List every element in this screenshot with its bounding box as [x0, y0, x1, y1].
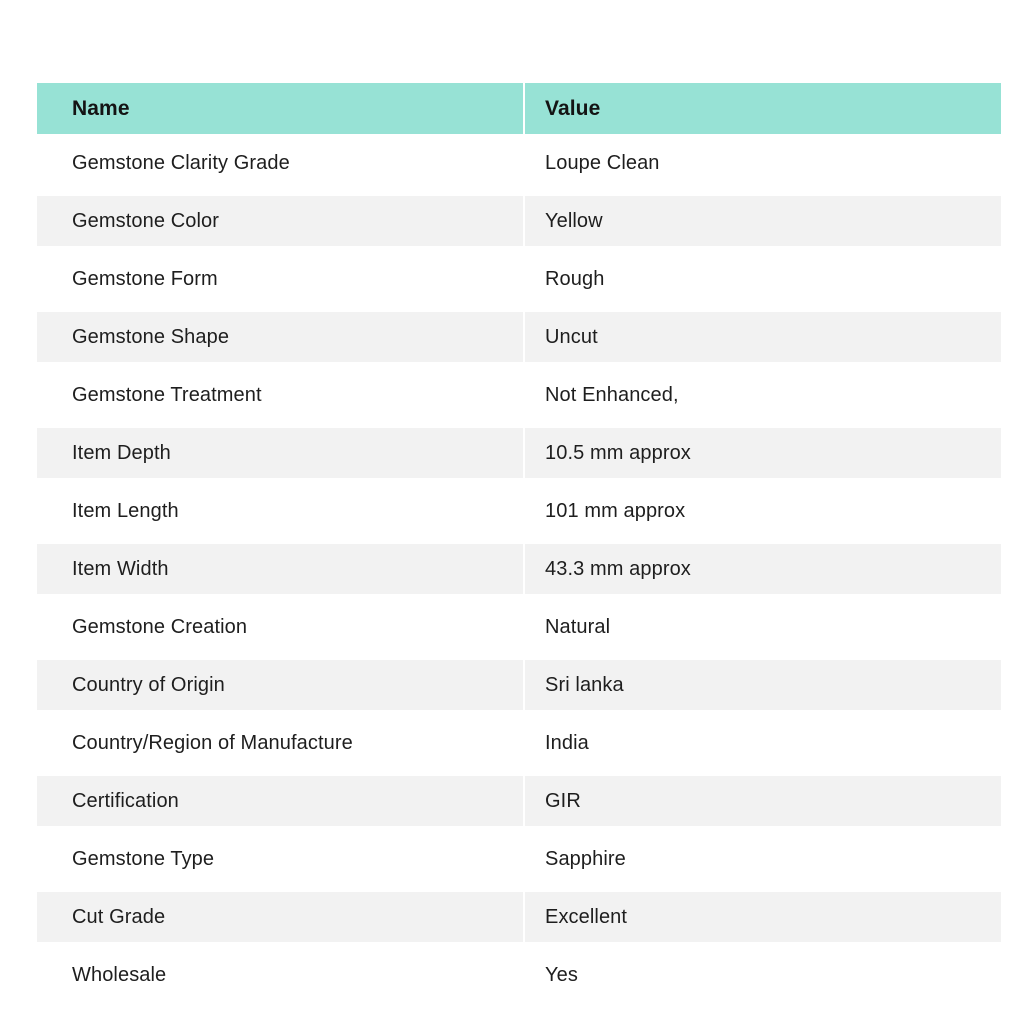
attribute-value-cell: Natural	[545, 615, 611, 638]
table-row	[37, 134, 1001, 192]
attribute-name-cell: Gemstone Creation	[72, 615, 248, 638]
table-row	[37, 714, 1001, 772]
table-row	[37, 946, 1001, 1004]
attribute-name-cell: Item Depth	[37, 428, 523, 478]
column-header-value: Value	[525, 83, 1001, 134]
table-row	[37, 308, 1001, 366]
attribute-name-cell: Item Length	[72, 499, 179, 522]
attribute-name-cell: Country/Region of Manufacture	[72, 731, 353, 754]
attribute-name-cell: Gemstone Clarity Grade	[72, 151, 290, 174]
table-row	[37, 772, 1001, 830]
table-row	[37, 482, 1001, 540]
attribute-value-cell: Rough	[545, 267, 605, 290]
attribute-value-cell: Yellow	[525, 196, 1001, 246]
table-row	[37, 830, 1001, 888]
attribute-name-cell: Gemstone Shape	[37, 312, 523, 362]
table-row	[37, 424, 1001, 482]
table-row	[37, 192, 1001, 250]
table-row	[37, 250, 1001, 308]
attribute-name-cell: Gemstone Type	[72, 847, 215, 870]
attribute-value-cell: Uncut	[525, 312, 1001, 362]
item-specifics-table	[37, 83, 1001, 1004]
attribute-value-cell: Not Enhanced,	[545, 383, 679, 406]
table-header-row	[37, 83, 1001, 134]
attribute-name-cell: Gemstone Color	[37, 196, 523, 246]
attribute-value-cell: 43.3 mm approx	[525, 544, 1001, 594]
table-body	[37, 134, 1001, 1004]
attribute-value-cell: Excellent	[525, 892, 1001, 942]
attribute-value-cell: Yes	[545, 963, 578, 986]
attribute-value-cell: Loupe Clean	[545, 151, 660, 174]
table-row	[37, 598, 1001, 656]
attribute-name-cell: Certification	[37, 776, 523, 826]
table-row	[37, 656, 1001, 714]
attribute-value-cell: Sapphire	[545, 847, 626, 870]
attribute-name-cell: Gemstone Form	[72, 267, 218, 290]
attribute-value-cell: GIR	[525, 776, 1001, 826]
attribute-value-cell: India	[545, 731, 589, 754]
attribute-name-cell: Wholesale	[72, 963, 167, 986]
attribute-name-cell: Cut Grade	[37, 892, 523, 942]
table-row	[37, 366, 1001, 424]
attribute-name-cell: Country of Origin	[37, 660, 523, 710]
attribute-value-cell: 10.5 mm approx	[525, 428, 1001, 478]
attribute-name-cell: Item Width	[37, 544, 523, 594]
attribute-name-cell: Gemstone Treatment	[72, 383, 262, 406]
attribute-value-cell: Sri lanka	[525, 660, 1001, 710]
attribute-value-cell: 101 mm approx	[545, 499, 686, 522]
table-row	[37, 888, 1001, 946]
column-header-name: Name	[37, 83, 523, 134]
table-row	[37, 540, 1001, 598]
